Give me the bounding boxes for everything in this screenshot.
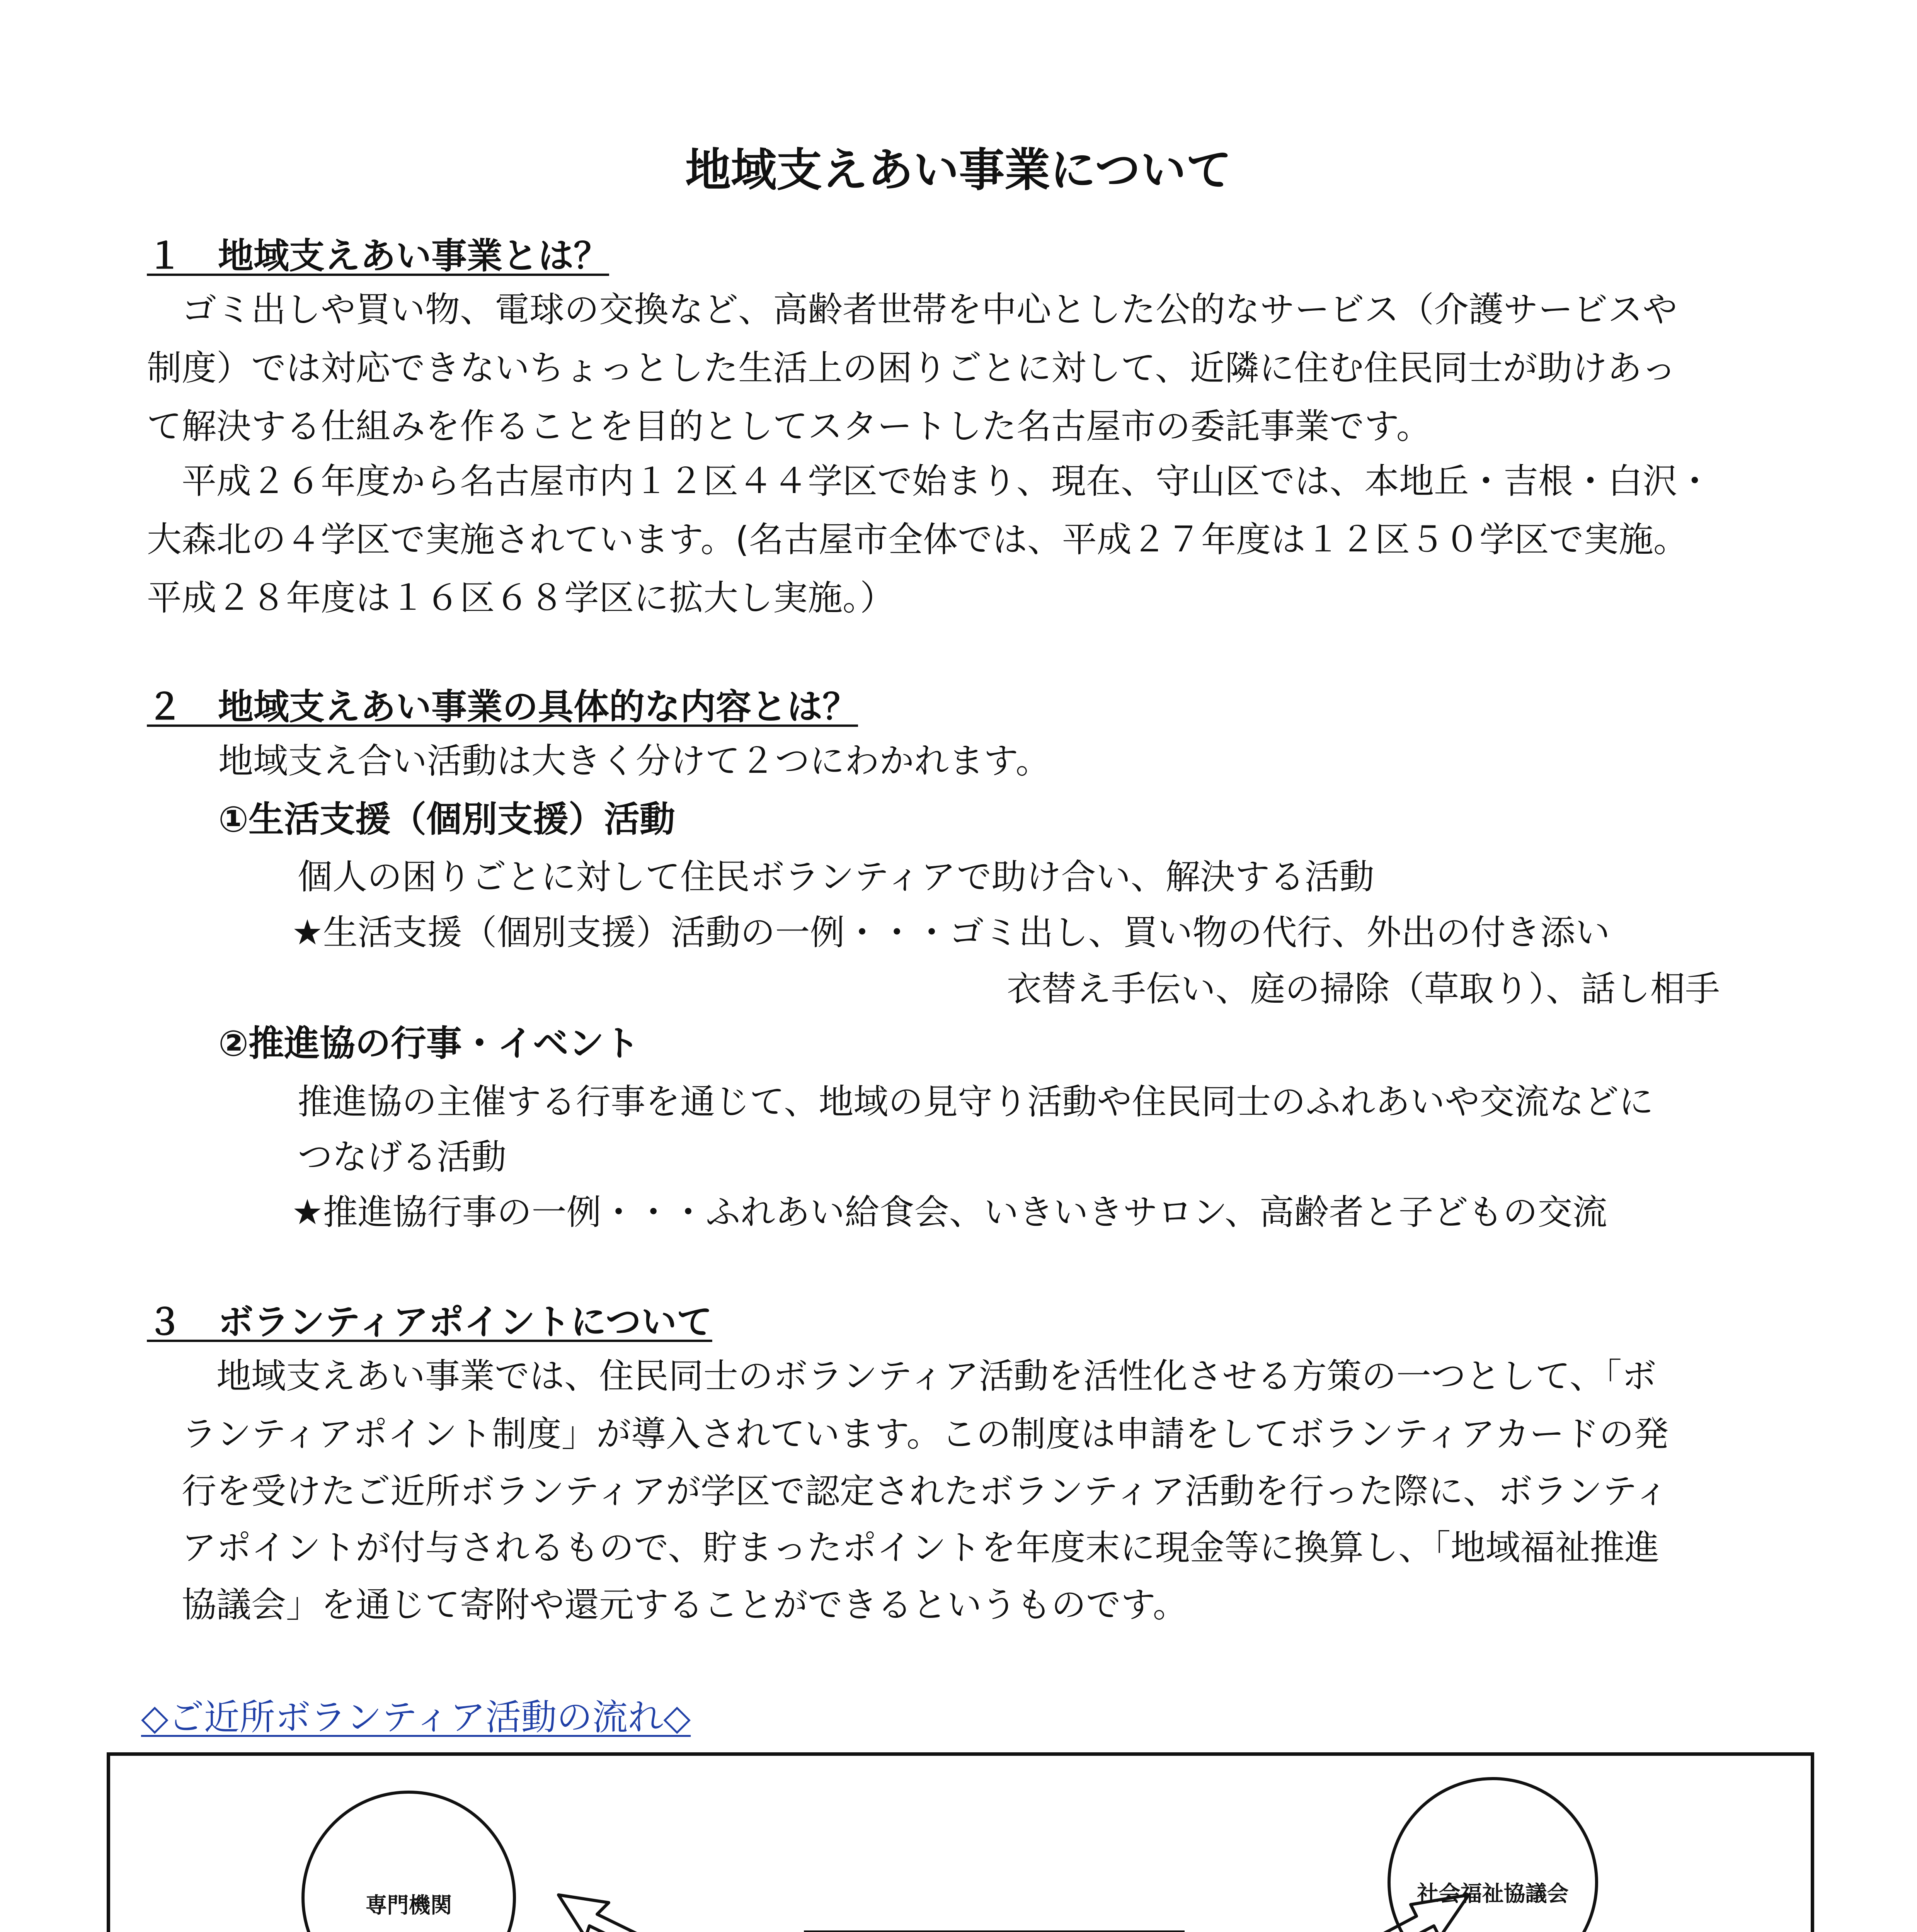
- item1-heading: ①生活支援（個別支援）活動: [218, 799, 675, 840]
- volunteer-flow-diagram: [107, 1752, 1814, 1932]
- link-arrow-left-icon: [558, 1895, 794, 1932]
- section1-line: 制度）では対応できないちょっとした生活上の困りごとに対して、近隣に住む住民同士が助けあっ: [147, 348, 1677, 388]
- section3-line: ランティアポイント制度」が導入されています。この制度は申請をしてボランティアカードの発: [182, 1414, 1669, 1454]
- consultation-window-box: [804, 1930, 1185, 1932]
- item2-example: ★推進協行事の一例・・・ふれあい給食会、いきいきサロン、高齢者と子どもの交流: [292, 1192, 1607, 1233]
- section3-heading: ３ ボランティアポイントについて: [147, 1301, 712, 1343]
- section1-line: 平成２６年度から名古屋市内１２区４４学区で始まり、現在、守山区では、本地丘・吉根・白沢・: [147, 461, 1712, 502]
- page-title: 地域支えあい事業について: [685, 143, 1232, 197]
- item1-desc: 個人の困りごとに対して住民ボランティアで助け合い、解決する活動: [298, 857, 1374, 897]
- council-label: 社会福祉協議会: [1417, 1881, 1569, 1906]
- section3-line: 地域支えあい事業では、住民同士のボランティア活動を活性化させる方策の一つとして、「ボ: [182, 1356, 1657, 1396]
- section1-line: 大森北の４学区で実施されています。(名古屋市全体では、平成２７年度は１２区５０学区で実施。: [147, 519, 1688, 560]
- section3-line: アポイントが付与されるもので、貯まったポイントを年度末に現金等に換算し、「地域福祉推進: [182, 1527, 1660, 1568]
- section1-line: て解決する仕組みを作ることを目的としてスタートした名古屋市の委託事業です。: [147, 406, 1431, 447]
- item1-example-cont: 衣替え手伝い、庭の掃除（草取り）、話し相手: [1007, 969, 1720, 1009]
- section3-line: 協議会」を通じて寄附や還元することができるというものです。: [182, 1585, 1188, 1625]
- section3-line: 行を受けたご近所ボランティアが学区で認定されたボランティア活動を行った際に、ボランティ: [182, 1471, 1669, 1512]
- section1-heading: １ 地域支えあい事業とは？: [147, 235, 609, 277]
- flow-title: ◇ご近所ボランティア活動の流れ◇: [141, 1697, 691, 1738]
- section2-intro: 地域支え合い活動は大きく分けて２つにわかれます。: [218, 741, 1050, 781]
- item1-example: ★生活支援（個別支援）活動の一例・・・ゴミ出し、買い物の代行、外出の付き添い: [292, 912, 1610, 953]
- section1-line: ゴミ出しや買い物、電球の交換など、高齢者世帯を中心とした公的なサービス（介護サービスや: [147, 289, 1677, 330]
- section2-heading: ２ 地域支えあい事業の具体的な内容とは？: [147, 686, 858, 728]
- specialist-label: 専門機関: [365, 1893, 452, 1918]
- item2-desc-cont: つなげる活動: [298, 1137, 506, 1177]
- item2-desc: 推進協の主催する行事を通じて、地域の見守り活動や住民同士のふれあいや交流などに: [298, 1082, 1654, 1122]
- item2-heading: ②推進協の行事・イベント: [218, 1023, 640, 1064]
- section1-line: 平成２８年度は１６区６８学区に拡大し実施。）: [147, 578, 895, 618]
